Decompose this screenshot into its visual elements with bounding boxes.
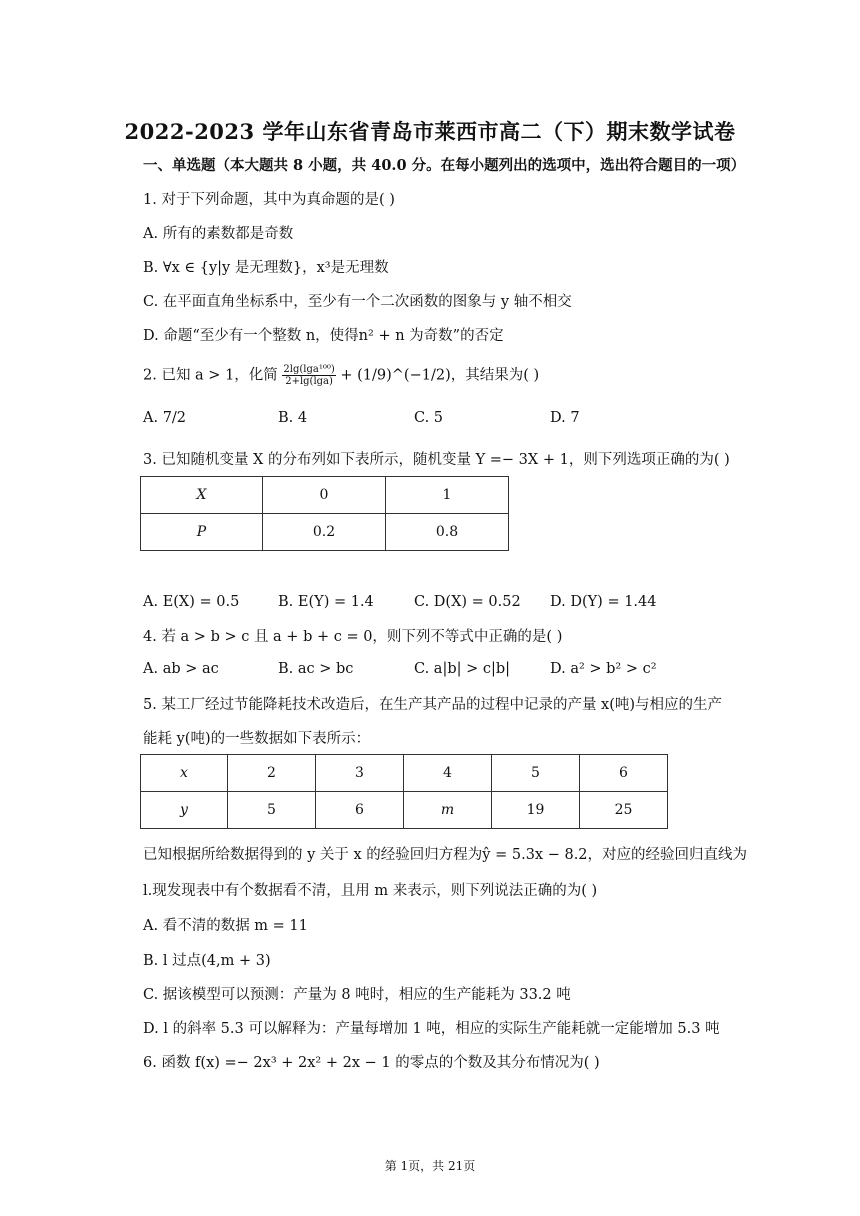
q5-stem-line1: 5. 某工厂经过节能降耗技术改造后，在生产其产品的过程中记录的产量 x(吨)与相应的生产 [143,697,723,713]
q2-option-d: D. 7 [550,410,580,426]
q1-option-c: C. 在平面直角坐标系中，至少有一个二次函数的图象与 y 轴不相交 [143,294,572,310]
q1-option-d: D. 命题“至少有一个整数 n，使得n² + n 为奇数”的否定 [143,328,504,344]
q1-option-a: A. 所有的素数都是奇数 [143,226,294,242]
q1-option-b: B. ∀x ∈ {y|y 是无理数}，x³是无理数 [143,260,389,276]
table-cell: 0.8 [386,514,509,551]
page-title: 2022-2023 学年山东省青岛市莱西市高二（下）期末数学试卷 [124,119,736,144]
q4-stem: 4. 若 a > b > c 且 a + b + c = 0，则下列不等式中正确的是( ) [143,629,563,645]
q4-option-a: A. ab > ac [143,661,219,677]
table-cell: 3 [316,755,404,792]
q5-option-c: C. 据该模型可以预测：产量为 8 吨时，相应的生产能耗为 33.2 吨 [143,987,571,1003]
q2-option-b: B. 4 [278,410,308,426]
table-row [141,792,668,829]
q2-fraction-numerator: 2lg(lga¹⁰⁰) [283,364,335,375]
section-heading: 一、单选题（本大题共 8 小题，共 40.0 分。在每小题列出的选项中，选出符合题目的一项） [143,157,746,174]
q5-option-d: D. l 的斜率 5.3 可以解释为：产量每增加 1 吨，相应的实际生产能耗就一定能增加 5.3 吨 [143,1021,720,1037]
table-cell: 2 [228,755,316,792]
q5-option-a: A. 看不清的数据 m = 11 [143,918,308,934]
q4-option-c: C. a|b| > c|b| [414,661,511,677]
table-cell: 5 [492,755,580,792]
q2-fraction [282,364,335,387]
table-cell: 0 [263,477,386,514]
table-row [141,477,509,514]
q5-text-line1: 已知根据所给数据得到的 y 关于 x 的经验回归方程为ŷ = 5.3x − 8.2，对应的经验回归直线为 [143,847,748,863]
q3-option-d: D. D(Y) = 1.44 [550,594,657,610]
table-cell: x [141,755,228,792]
table-cell: 19 [492,792,580,829]
q5-text-line2: l.现发现表中有个数据看不清，且用 m 来表示，则下列说法正确的为( ) [143,883,598,899]
q6-stem: 6. 函数 f(x) =− 2x³ + 2x² + 2x − 1 的零点的个数及其分布情况为( ) [143,1055,600,1071]
table-cell: m [404,792,492,829]
q2-stem-suffix: + (1/9)^(−1/2)，其结果为( ) [340,367,540,384]
table-cell: 6 [580,755,668,792]
q2-stem [143,364,539,387]
q2-option-c: C. 5 [414,410,444,426]
table-cell: 4 [404,755,492,792]
table-cell: 25 [580,792,668,829]
table-cell: 6 [316,792,404,829]
q5-data-table [140,754,668,829]
table-cell: 5 [228,792,316,829]
table-cell: X [141,477,263,514]
q3-option-c: C. D(X) = 0.52 [414,594,521,610]
q3-option-a: A. E(X) = 0.5 [143,594,240,610]
table-cell: P [141,514,263,551]
table-cell: 1 [386,477,509,514]
q3-stem: 3. 已知随机变量 X 的分布列如下表所示，随机变量 Y =− 3X + 1，则下列选项正确的为( ) [143,452,730,468]
table-row [141,514,509,551]
table-cell: y [141,792,228,829]
q5-stem-line2: 能耗 y(吨)的一些数据如下表所示： [143,731,371,747]
q2-option-a: A. 7/2 [143,410,187,426]
q3-distribution-table [140,476,509,551]
q5-option-b: B. l 过点(4,m + 3) [143,953,271,969]
q3-option-b: B. E(Y) = 1.4 [278,594,374,610]
q2-stem-prefix: 2. 已知 a > 1，化简 [143,367,278,384]
q2-fraction-denominator: 2+lg(lga) [285,376,333,387]
table-cell: 0.2 [263,514,386,551]
table-row [141,755,668,792]
q4-option-b: B. ac > bc [278,661,354,677]
page-footer: 第 1页，共 21页 [384,1159,476,1173]
q4-option-d: D. a² > b² > c² [550,661,657,677]
q1-stem: 1. 对于下列命题，其中为真命题的是( ) [143,192,395,208]
